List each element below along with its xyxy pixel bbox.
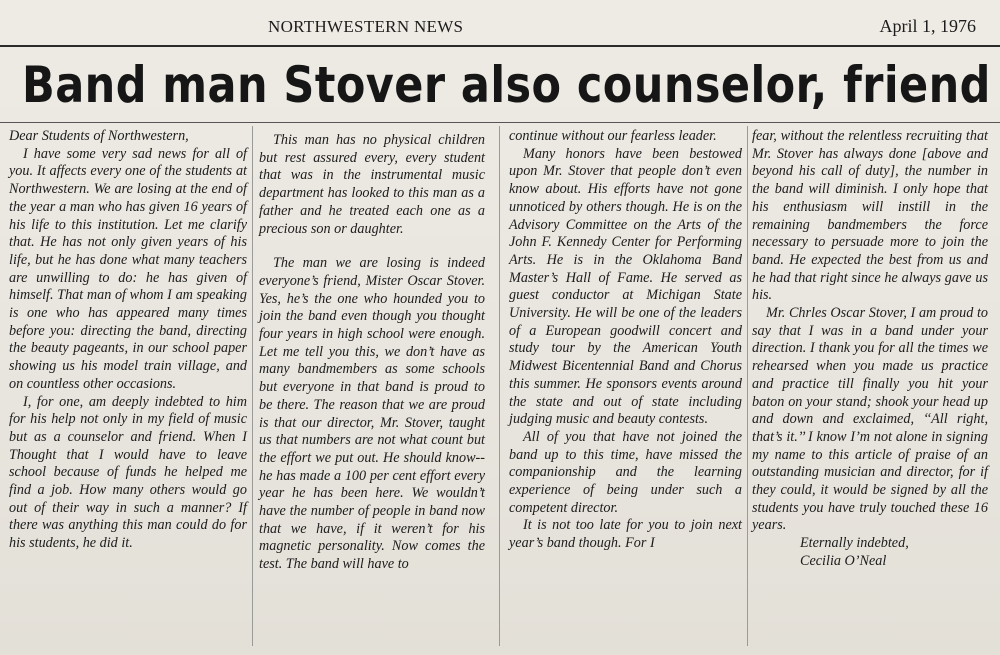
- article-column-3: [509, 128, 742, 553]
- issue-date: April 1, 1976: [879, 16, 976, 36]
- paragraph: All of you that have not joined the band up to this time, have missed the companionship and the learning experience of being under such a competent director.: [509, 428, 742, 516]
- article-column-4: [752, 128, 988, 571]
- column-divider: [252, 126, 253, 646]
- paragraph: Mr. Chrles Oscar Stover, I am proud to say that I was in a band under your direction. I thank you for all the times we rehearsed when you made us practice and practice till finally you hit your baton on your stand; shook your head up and down and exclaimed, ‘‘All right, that’s it.’’ I know I’m not alone in signing my name to this article of praise of an outstanding musician and director, for if they could, it would be signed by all the students you have truly touched these 16 years.: [752, 305, 988, 534]
- paragraph: The man we are losing is indeed everyone’s friend, Mister Oscar Stover. Yes, he’s the one who hounded you to join the band even though you thought four years in high school were enough. Let me tell you this, we don’t have as many bandmembers as some schools but everyone in that band is proud to be there. The reason that we are proud is that our director, Mr. Stover, taught us that numbers are not what count but the effort we put out. He should know--he has made a 100 per cent effort every year he has been here. We wouldn’t have the number of people in band now that we have, if it weren’t for his magnetic personality. Now comes the test. The band will have to: [259, 255, 485, 573]
- article-headline: Band man Stover also counselor, friend: [22, 56, 991, 114]
- closing: Eternally indebted,: [800, 535, 909, 552]
- headline-rule: [0, 122, 1000, 123]
- salutation: Dear Students of Northwestern,: [9, 128, 189, 144]
- newspaper-name: NORTHWESTERN NEWS: [268, 17, 464, 36]
- paragraph: fear, without the relentless recruiting that Mr. Stover has always done [above and beyond his call of duty], the number in the band will diminish. I only hope that his enthusiasm will instill in the remaining bandmembers the force necessary to persuade more to join the band. He expected the best from us and he had that right since he always gave us his.: [752, 128, 988, 304]
- paragraph: Many honors have been bestowed upon Mr. Stover that people don’t even know about. His efforts have not gone unnoticed by others though. He is on the Advisory Committee on the Arts of the John F. Kennedy Center for Performing Arts. He is in the Oklahoma Band Master’s Hall of Fame. He served as guest conductor at Michigan State University. He will be one of the leaders of a European goodwill concert and study tour by the American Youth Midwest Bicentennial Band and Chorus this summer. He sponsors events around the state and out of state including judging music and beauty contests.: [509, 145, 742, 428]
- column-divider: [499, 126, 500, 646]
- paragraph: I have some very sad news for all of you. It affects every one of the students at Northwestern. We are losing at the end of the year a man who has given 16 years of his life to this institution. Let me clarify that. He has not only given years of his life, but he has done what many teachers are unwilling to do: he has given of himself. That man of whom I am speaking is one who has appeared many times before you: directing the band, directing the beauty pageants, in our school paper showing us his model train village, and on countless other occasions.: [9, 145, 247, 392]
- masthead: [0, 0, 1000, 48]
- paragraph: This man has no physical children but rest assured every, every student that was in the instrumental music department has looked to this man as a father and he treated each one as a precious son or daughter.: [259, 132, 485, 237]
- author-signature: Cecilia O’Neal: [800, 552, 887, 569]
- article-column-2: [259, 132, 485, 574]
- paragraph: I, for one, am deeply indebted to him for his help not only in my field of music but as a counselor and friend. When I Thought that I would have to leave school because of funds he helped me find a job. How many others would go out of their way in such a manner? If there was anything this man could do for his students, he did it.: [9, 393, 247, 552]
- masthead-rule: [0, 45, 1000, 47]
- column-divider: [747, 126, 748, 646]
- paragraph: It is not too late for you to join next year’s band though. For I: [509, 517, 742, 552]
- article-column-1: [9, 128, 247, 553]
- paragraph: continue without our fearless leader.: [509, 128, 717, 144]
